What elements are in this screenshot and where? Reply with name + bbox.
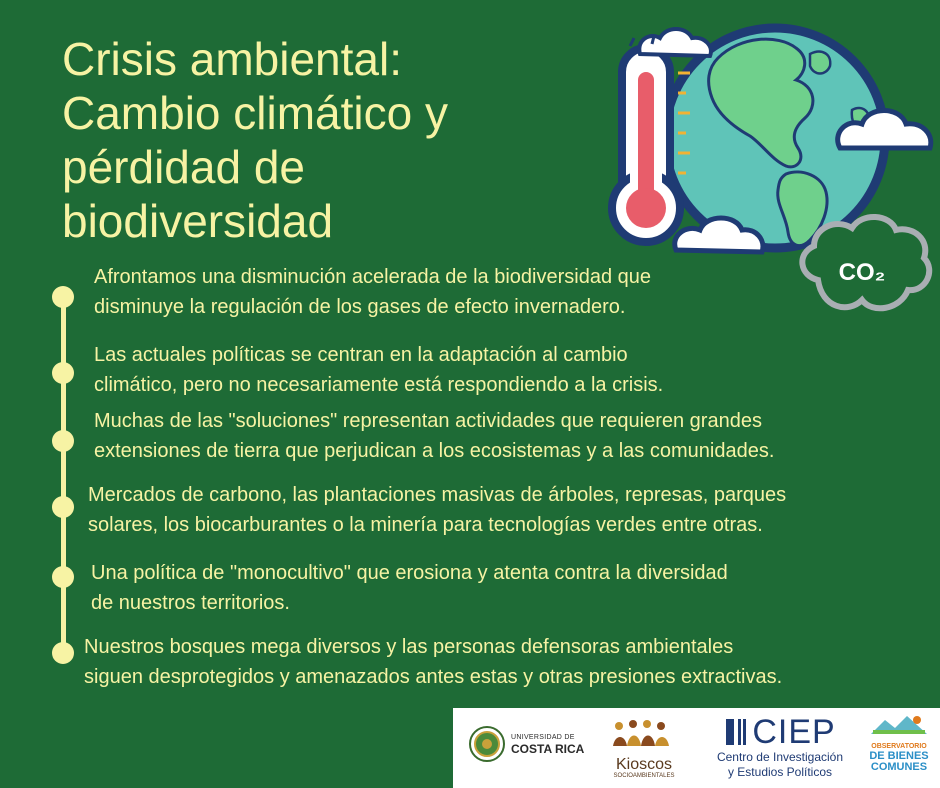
observatorio-line-1: OBSERVATORIO — [871, 743, 927, 750]
title-line-1: Crisis ambiental: — [62, 33, 402, 85]
ciep-name: CIEP — [752, 713, 836, 751]
timeline-line — [61, 296, 66, 660]
co2-cloud-icon — [802, 217, 929, 308]
list-item — [84, 632, 782, 692]
kioscos-subtitle: SOCIOAMBIENTALES — [613, 773, 675, 779]
ucr-logo-line-2: COSTA RICA — [511, 741, 585, 756]
ciep-line-1: Centro de Investigación — [716, 750, 844, 764]
title-line-4: biodiversidad — [62, 195, 334, 247]
list-item-line: climático, pero no necesariamente está respondiendo a la crisis. — [94, 374, 664, 396]
list-item — [94, 340, 663, 400]
kioscos-people-icon — [609, 720, 679, 750]
list-item-line: siguen desprotegidos y amenazados antes estas y otras presiones extractivas. — [84, 666, 783, 688]
observatorio-line-2: DE BIENES — [869, 750, 929, 762]
list-item-line: Nuestros bosques mega diversos y las personas defensoras ambientales — [84, 636, 734, 658]
observatorio-logo — [863, 714, 935, 773]
list-item-line: disminuye la regulación de los gases de efecto invernadero. — [94, 296, 626, 318]
list-item-line: Una política de "monocultivo" que erosiona y atenta contra la diversidad — [91, 562, 728, 584]
list-item-line: Las actuales políticas se centran en la adaptación al cambio — [94, 344, 628, 366]
kioscos-logo — [599, 720, 689, 780]
list-item — [94, 262, 651, 322]
list-item — [88, 480, 786, 540]
timeline-dot — [52, 430, 74, 452]
ciep-logo — [705, 714, 855, 780]
co2-label: CO₂ — [838, 259, 886, 286]
kioscos-name: Kioscos — [615, 756, 673, 773]
timeline-dot — [52, 642, 74, 664]
ucr-logo — [469, 726, 584, 762]
ucr-logo-text — [511, 733, 584, 756]
cloud-icon — [630, 29, 711, 56]
observatorio-line-3: COMUNES — [870, 761, 928, 773]
list-item-line: extensiones de tierra que perjudican a los ecosistemas y a las comunidades. — [94, 440, 775, 462]
observatorio-landscape-icon — [869, 714, 929, 736]
ucr-seal-icon — [469, 726, 505, 762]
list-item — [94, 406, 774, 466]
timeline-dot — [52, 566, 74, 588]
list-item-line: de nuestros territorios. — [91, 592, 290, 614]
timeline-dot — [52, 362, 74, 384]
logo-bar — [453, 708, 940, 788]
list-item-line: Afrontamos una disminución acelerada de la biodiversidad que — [94, 266, 652, 288]
timeline-dot — [52, 496, 74, 518]
ciep-mark-icon — [724, 717, 748, 747]
title-line-3: pérdidad de — [62, 141, 305, 193]
list-item-line: Muchas de las "soluciones" representan actividades que requieren grandes — [94, 410, 762, 432]
ciep-line-2: y Estudios Políticos — [727, 765, 833, 779]
list-item — [91, 558, 728, 618]
timeline-dot — [52, 286, 74, 308]
title-line-2: Cambio climático y — [62, 87, 448, 139]
list-item-line: solares, los biocarburantes o la minería para tecnologías verdes entre otras. — [88, 514, 763, 536]
ucr-logo-line-1: UNIVERSIDAD DE — [511, 733, 575, 741]
list-item-line: Mercados de carbono, las plantaciones masivas de árboles, represas, parques — [88, 484, 787, 506]
page-title — [62, 32, 622, 248]
